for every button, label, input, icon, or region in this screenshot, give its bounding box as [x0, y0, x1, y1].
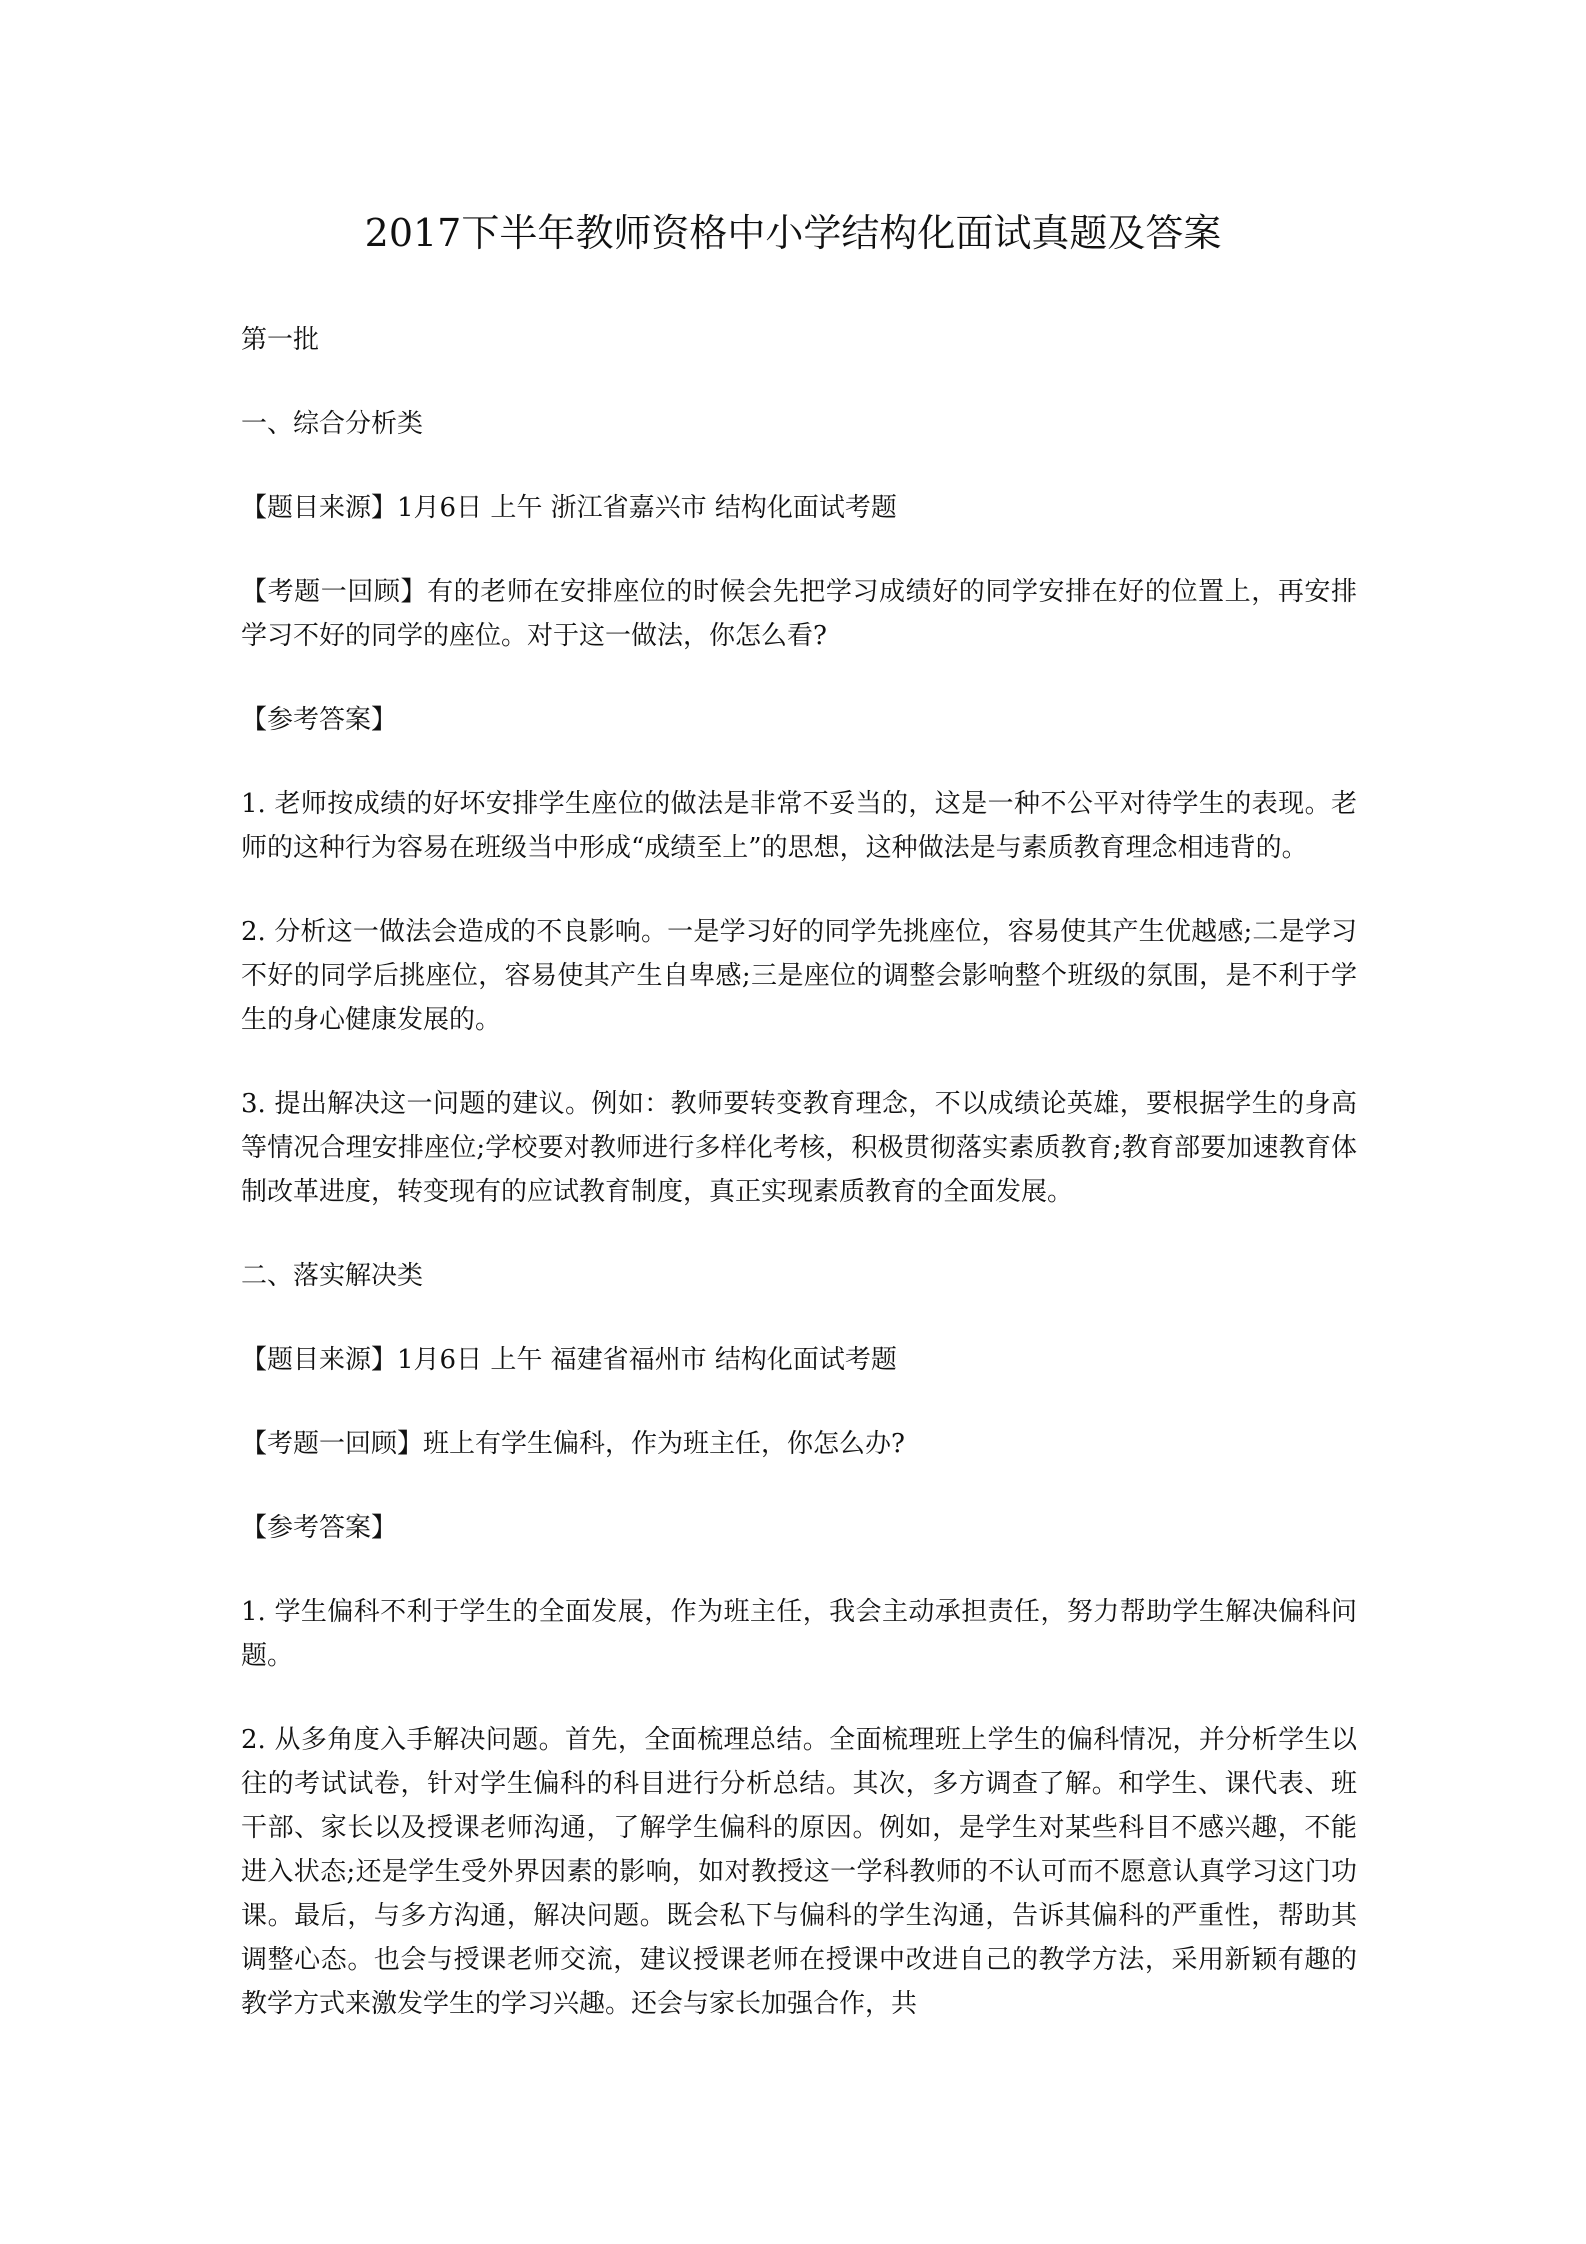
section-heading-implementation: 二、落实解决类: [241, 1261, 424, 1291]
answer-point-2: 2. 分析这一做法会造成的不良影响。一是学习好的同学先挑座位，容易使其产生优越感;二是学习不好的同学后挑座位，容易使其产生自卑感;三是座位的调整会影响整个班级的氛围，是不利于学生的身心健康发展的。: [241, 917, 1357, 1035]
answer-point-1: 1. 老师按成绩的好坏安排学生座位的做法是非常不妥当的，这是一种不公平对待学生的表现。老师的这种行为容易在班级当中形成“成绩至上”的思想，这种做法是与素质教育理念相违背的。: [241, 789, 1357, 863]
question-source: 【题目来源】1月6日 上午 福建省福州市 结构化面试考题: [241, 1345, 897, 1375]
question-review: 【考题一回顾】有的老师在安排座位的时候会先把学习成绩好的同学安排在好的位置上，再安排学习不好的同学的座位。对于这一做法，你怎么看?: [241, 577, 1357, 651]
answer-point-1: 1. 学生偏科不利于学生的全面发展，作为班主任，我会主动承担责任，努力帮助学生解决偏科问题。: [241, 1597, 1357, 1671]
answer-point-2: 2. 从多角度入手解决问题。首先，全面梳理总结。全面梳理班上学生的偏科情况，并分析学生以往的考试试卷，针对学生偏科的科目进行分析总结。其次，多方调查了解。和学生、课代表、班干部、家长以及授课老师沟通，了解学生偏科的原因。例如，是学生对某些科目不感兴趣，不能进入状态;还是学生受外界因素的影响，如对教授这一学科教师的不认可而不愿意认真学习这门功课。最后，与多方沟通，解决问题。既会私下与偏科的学生沟通，告诉其偏科的严重性，帮助其调整心态。也会与授课老师交流，建议授课老师在授课中改进自己的教学方法，采用新颖有趣的教学方式来激发学生的学习兴趣。还会与家长加强合作，共: [241, 1725, 1357, 2019]
question-source: 【题目来源】1月6日 上午 浙江省嘉兴市 结构化面试考题: [241, 493, 897, 523]
answer-point-3: 3. 提出解决这一问题的建议。例如：教师要转变教育理念，不以成绩论英雄，要根据学生的身高等情况合理安排座位;学校要对教师进行多样化考核，积极贯彻落实素质教育;教育部要加速教育体制改革进度，转变现有的应试教育制度，真正实现素质教育的全面发展。: [241, 1089, 1357, 1207]
document-title: 2017下半年教师资格中小学结构化面试真题及答案: [364, 211, 1222, 255]
batch-heading: 第一批: [241, 325, 320, 355]
reference-answer-heading: 【参考答案】: [241, 1513, 398, 1543]
section-heading-comprehensive-analysis: 一、综合分析类: [241, 409, 424, 439]
reference-answer-heading: 【参考答案】: [241, 705, 398, 735]
question-review: 【考题一回顾】班上有学生偏科，作为班主任，你怎么办?: [241, 1429, 905, 1459]
document-body: [241, 318, 1357, 2026]
